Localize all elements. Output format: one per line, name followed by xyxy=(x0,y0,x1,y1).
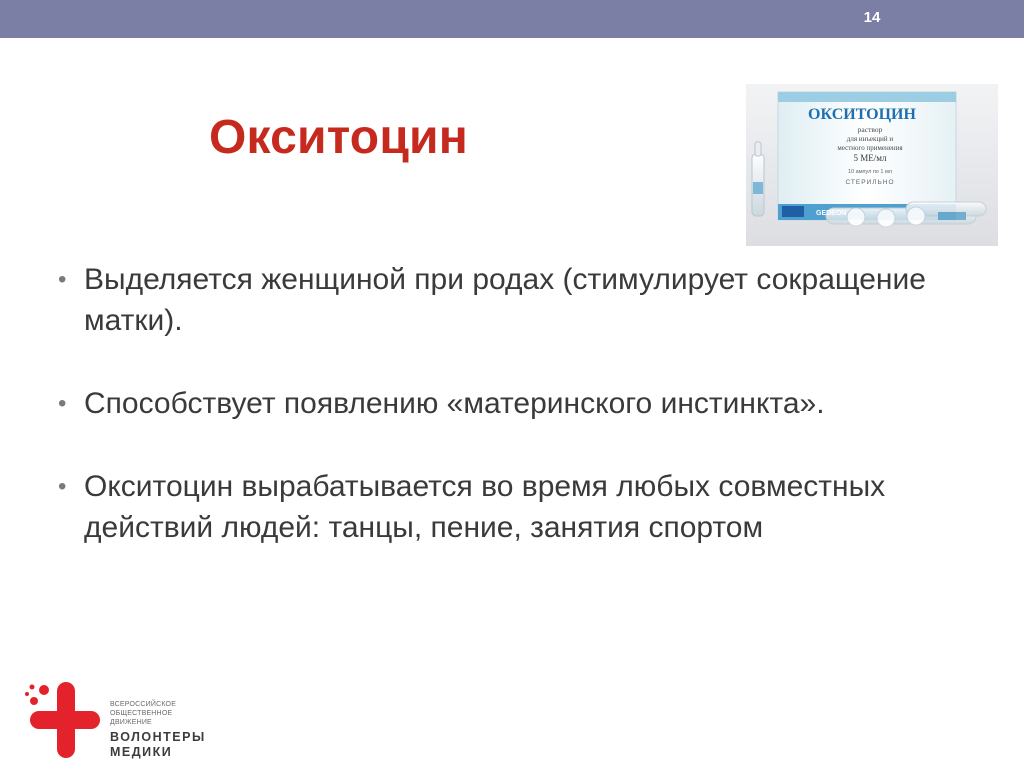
logo-caption-big xyxy=(110,730,240,760)
logo-big-line: МЕДИКИ xyxy=(110,745,173,759)
bullet-dot-icon: • xyxy=(58,266,67,293)
logo-small-line: ВСЕРОССИЙСКОЕ xyxy=(110,701,177,708)
bullet-item xyxy=(58,383,938,424)
bullet-item xyxy=(58,259,938,341)
red-cross-with-dots-icon xyxy=(24,682,104,758)
box-line-3: местного применения xyxy=(837,144,903,152)
bullet-item xyxy=(58,466,938,548)
box-line-2: для инъекций и xyxy=(846,135,894,143)
box-line-4: 5 МЕ/мл xyxy=(853,153,887,163)
slide-title: Окситоцин xyxy=(209,111,468,164)
logo-caption-small xyxy=(110,700,230,727)
box-title: ОКСИТОЦИН xyxy=(808,106,916,123)
box-line-1: раствор xyxy=(857,125,883,134)
logo-big-line: ВОЛОНТЕРЫ xyxy=(110,730,206,744)
slide-number: 14 xyxy=(863,9,881,26)
bullet-text: Способствует появлению «материнского инстинкта». xyxy=(84,387,825,420)
bullet-dot-icon: • xyxy=(58,473,67,500)
bullet-text: Выделяется женщиной при родах (стимулирует сокращение матки). xyxy=(84,263,926,337)
bullet-dot-icon: • xyxy=(58,390,67,417)
logo-small-line: ОБЩЕСТВЕННОЕ xyxy=(110,710,173,717)
bullet-list xyxy=(58,259,938,548)
bullet-text: Окситоцин вырабатывается во время любых совместных действий людей: танцы, пение, занятия спортом xyxy=(84,470,886,544)
box-sterile: СТЕРИЛЬНО xyxy=(845,179,895,186)
product-photo xyxy=(746,84,998,246)
logo-small-line: ДВИЖЕНИЕ xyxy=(110,719,152,726)
box-brand: GEDEON xyxy=(816,210,847,217)
oxytocin-box-illustration xyxy=(746,84,998,246)
top-bar xyxy=(0,0,1024,38)
box-small: 10 ампул по 1 мл xyxy=(848,169,892,175)
